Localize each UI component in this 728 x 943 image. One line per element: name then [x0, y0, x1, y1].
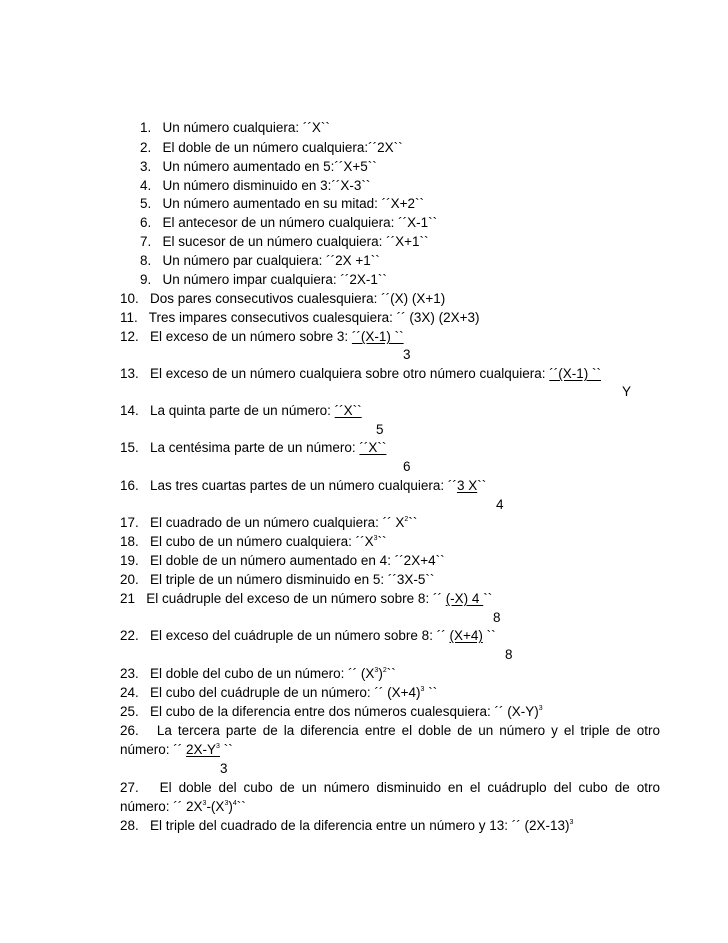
numerator: ´´(X-1) ``	[351, 329, 404, 344]
list-item-14	[120, 403, 362, 419]
list-item-22	[120, 628, 496, 644]
list-item-1: 1. Un número cualquiera: ´´X``	[140, 120, 330, 135]
item-text: ``	[236, 799, 246, 814]
numerator: ´´X``	[359, 440, 387, 455]
numerator: ´´(X-1) ``	[549, 366, 601, 381]
list-item-5: 5. Un número aumentado en su mitad: ´´X+2``	[140, 196, 425, 211]
list-item-15	[120, 440, 386, 456]
item-text: -(X	[206, 799, 225, 814]
exponent: 4	[232, 800, 237, 807]
item-text: ``	[408, 515, 418, 530]
denominator: 8	[505, 647, 513, 662]
exponent: 3	[224, 800, 229, 807]
list-item-20: 20. El triple de un número disminuido en 5: ´´3X-5``	[120, 572, 435, 587]
denominator: 5	[376, 422, 384, 437]
item-text: ``	[219, 742, 233, 757]
list-item-27-cont	[120, 799, 246, 815]
list-item-27: 27. El doble del cubo de un número disminuido en el cuádruplo del cubo de otro	[120, 780, 660, 795]
item-text: 12. El exceso de un número sobre 3:	[120, 329, 352, 344]
item-text: )	[228, 799, 233, 814]
exponent: 3	[538, 705, 543, 712]
item-text: 23. El doble del cubo de un número: ´´ (X	[120, 666, 375, 681]
denominator: Y	[622, 384, 632, 399]
item-text: ``	[483, 591, 493, 606]
list-item-26: 26. La tercera parte de la diferencia entre el doble de un número y el triple de otro	[120, 723, 660, 738]
exponent: 3	[202, 800, 207, 807]
list-item-25	[120, 704, 543, 720]
item-text: 25. El cubo de la diferencia entre dos números cualesquiera: ´´ (X-Y)	[120, 704, 539, 719]
exponent: 3	[373, 535, 378, 542]
denominator: 6	[403, 459, 411, 474]
list-item-2: 2. El doble de un número cualquiera:´´2X``	[140, 140, 403, 155]
item-text: 14. La quinta parte de un número:	[120, 403, 335, 418]
item-text: número: ´´ 2X	[120, 799, 203, 814]
item-text: 21 El cuádruple del exceso de un número sobre 8: ´´	[120, 591, 446, 606]
exponent: 2	[404, 516, 409, 523]
list-item-17	[120, 515, 417, 531]
list-item-18	[120, 534, 387, 550]
denominator: 8	[493, 610, 501, 625]
denominator: 3	[403, 347, 411, 362]
item-text: 13. El exceso de un número cualquiera sobre otro número cualquiera:	[120, 366, 550, 381]
item-text: 15. La centésima parte de un número:	[120, 440, 360, 455]
item-text: ``	[377, 534, 387, 549]
list-item-4: 4. Un número disminuido en 3:´´X-3``	[140, 178, 371, 193]
exponent: 3	[216, 743, 220, 750]
numerator: 3 X	[456, 478, 478, 493]
item-text: 28. El triple del cuadrado de la diferencia entre un número y 13: ´´ (2X-13)	[120, 818, 570, 833]
list-item-26-cont	[120, 742, 233, 758]
numerator	[186, 742, 220, 757]
item-text: ``	[482, 628, 496, 643]
list-item-24	[120, 685, 437, 701]
numerator: ´´X``	[334, 403, 362, 418]
exponent: 2	[382, 667, 387, 674]
list-item-12	[120, 329, 404, 345]
list-item-10: 10. Dos pares consecutivos cualesquiera: ´´(X) (X+1)	[120, 291, 446, 306]
item-text: ``	[386, 666, 396, 681]
numerator: (-X) 4	[445, 591, 484, 606]
list-item-8: 8. Un número par cualquiera: ´´2X +1``	[140, 253, 380, 268]
list-item-13	[120, 366, 601, 382]
list-item-28	[120, 818, 573, 834]
item-text: número: ´´	[120, 742, 187, 757]
list-item-23	[120, 666, 396, 682]
exponent: 3	[569, 819, 574, 826]
list-item-21	[120, 591, 492, 607]
item-text: 17. El cuadrado de un número cualquiera: ´´ X	[120, 515, 405, 530]
item-text: )	[378, 666, 383, 681]
item-text: ``	[477, 478, 487, 493]
list-item-16	[120, 478, 486, 494]
list-item-9: 9. Un número impar cualquiera: ´´2X-1``	[140, 272, 387, 287]
denominator: 4	[496, 497, 504, 512]
item-text: 22. El exceso del cuádruple de un número sobre 8: ´´	[120, 628, 450, 643]
item-text: 18. El cubo de un número cualquiera: ´´X	[120, 534, 374, 549]
list-item-3: 3. Un número aumentado en 5:´´X+5``	[140, 159, 377, 174]
exponent: 3	[420, 686, 425, 693]
numerator: (X+4)	[449, 628, 483, 643]
denominator: 3	[220, 761, 228, 776]
item-text: 24. El cubo del cuádruple de un número: ´´ (X+4)	[120, 685, 421, 700]
item-text: ``	[424, 685, 438, 700]
list-item-7: 7. El sucesor de un número cualquiera: ´´X+1``	[140, 234, 429, 249]
list-item-19: 19. El doble de un número aumentado en 4: ´´2X+4``	[120, 553, 445, 568]
item-text: 2X-Y	[186, 742, 217, 757]
list-item-11: 11. Tres impares consecutivos cualesquiera: ´´ (3X) (2X+3)	[120, 310, 480, 325]
item-text: 16. Las tres cuartas partes de un número cualquiera: ´´	[120, 478, 457, 493]
exponent: 3	[374, 667, 379, 674]
list-item-6: 6. El antecesor de un número cualquiera: ´´X-1``	[140, 215, 438, 230]
